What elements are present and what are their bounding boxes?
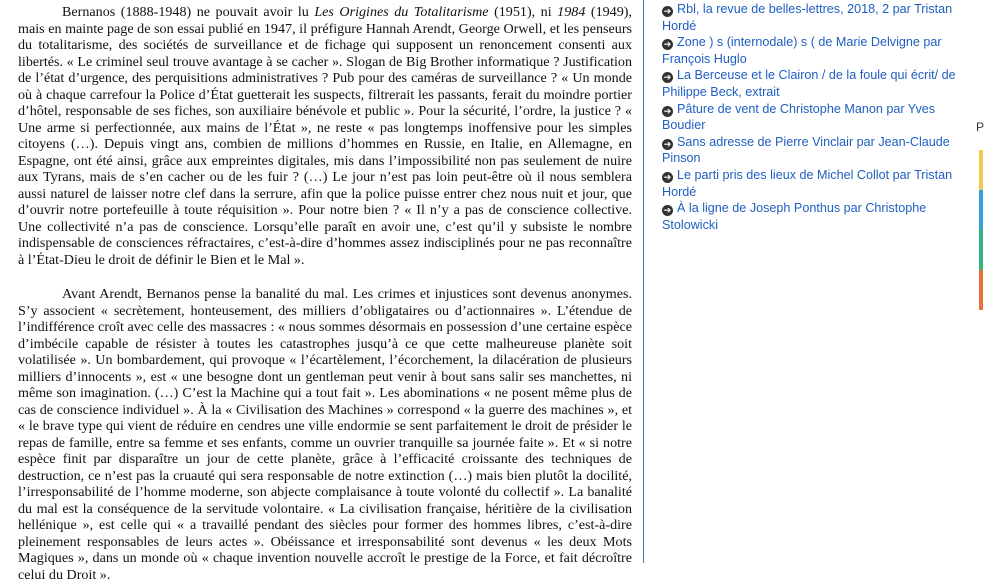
edge-glyph: P (976, 120, 984, 134)
circle-arrow-right-icon: ➔ (663, 6, 672, 16)
edge-color-segment (979, 150, 983, 190)
text-run: Avant Arendt, Bernanos pense la banalité du mal. Les crimes et injustices sont devenus anonymes. S’y associent « secrètement, honteusement, des milliers d’obligataires ou d’actionnaires ». L’étendue de l’indifférence croît avec celle des massacres : « nous sommes désormais en possession d’une certaine espèce d’imbécile capable de résister à toutes les catastrophes jusqu’à ce que cette malheureuse planète soit volatilisée ». Un bombardement, qui provoque « l’écartèlement, l’écorchement, la dilacération de plusieurs milliers d’innocents », est « une besogne dont un gentleman peut venir à bout sans salir ses manchettes, ni même son imagination. (…) C’est la Machine qui a tout fait ». Les abominations « ne posent même plus de cas de conscience individuel ». À la « Civilisation des Machines » correspond « la guerre des machines », et « le brave type qui vient de réduire en cendres une ville endormie se sent parfaitement le droit de présider le repas de famille, entre sa femme et ses enfants, comme un ouvrier tranquille sa journée faite ». Et « si notre espèce finit par disparaître un jour de cette planète, grâce à l’efficacité croissante des techniques de destruction, ce n’est pas la cruauté qui sera responsable de notre extinction (…) mais bien plutôt la docilité, l’irresponsabilité de l’homme moderne, son abjecte complaisance à toute volonté du collectif ». La banalité du mal est la conséquence de la servitude volontaire. « La civilisation française, héritière de la civilisation hellénique », est celle qui « a travaillé pendant des siècles pour former des hommes libres, c’est-à-dire pleinement responsables de leurs actes ». Obéissance et irresponsabilité sont devenus « les deux Mots Magiques », dans un monde où « chaque invention nouvelle accroît le prestige de la Force, et fait décroître celui du Droit ». (18, 286, 632, 583)
circle-arrow-right-icon: ➔ (663, 72, 672, 83)
sidebar-link-label[interactable]: Sans adresse de Pierre Vinclair par Jean-Claude Pinson (662, 134, 950, 166)
sidebar-link-label[interactable]: À la ligne de Joseph Ponthus par Christophe Stolowicki (662, 201, 927, 232)
sidebar-link[interactable] (662, 134, 967, 167)
text-run: (1949), mais en mainte page de son essai publié en 1947, il préfigure Hannah Arendt, George Orwell, et les penseurs du totalitarisme, des sociétés de surveillance et de fichage qui supposent un renoncement consenti aux libertés. « Le criminel seul trouve avantage à se cacher ». Slogan de Big Brother informatique ? Justification de l’état d’urgence, des perquisitions administratives ? Pub pour des caméras de surveillance ? « Un monde où à chaque carrefour la Police d’État guetterait les suspects, filtrerait les passants, ferait du moindre portier d’hôtel, responsable de ses fiches, son auxiliaire bénévole et public ». Pour la sécurité, l’ordre, la justice ? « Une arme si perfectionnée, aux mains de l’État », ne reste « pas longtemps inoffensive pour les simples citoyens (…). Depuis vingt ans, combien de millions d’hommes en Russie, en Italie, en Allemagne, en Espagne, ont été ainsi, grâce aux empreintes digitales, mis dans l’impossibilité non pas seulement de nuire aux Tyrans, mais de s’en cacher ou de les fuir ? (…) Le jour n’est pas loin peut-être où il nous semblera aussi naturel de laisser notre clef dans la serrure, afin que la police puisse entrer chez nous nuit et jour, que d’ouvrir notre portefeuille à toute réquisition ». Pour notre bien ? « Il n’y a pas de conscience collective. Une collectivité n’a pas de conscience. Lorsqu’elle paraît en avoir une, c’est qu’il y subsiste le nombre indispensable de consciences réfractaires, c’est-à-dire d’hommes assez indisciplinés pour ne pas reconnaître à l’État-Dieu le droit de définir le Bien et le Mal ». (18, 4, 632, 268)
sidebar-link-label[interactable]: Rbl, la revue de belles-lettres, 2018, 2 par Tristan Hordé (662, 2, 953, 33)
article-paragraph (18, 286, 632, 583)
circle-arrow-right-icon: ➔ (663, 138, 672, 149)
edge-color-segment (979, 230, 983, 270)
edge-color-segment (979, 190, 983, 230)
book-title: Les Origines du Totalitarisme (314, 4, 489, 20)
edge-color-segment (979, 270, 983, 310)
sidebar-link[interactable] (662, 200, 967, 233)
book-title: 1984 (557, 4, 586, 20)
text-run: (1951), ni (488, 4, 558, 20)
circle-arrow-right-icon: ➔ (663, 39, 672, 50)
sidebar-link[interactable] (662, 101, 967, 134)
sidebar-link-label[interactable]: Zone ) s (internodale) s ( de Marie Delvigne par François Huglo (662, 35, 942, 66)
sidebar-link[interactable] (662, 167, 967, 200)
sidebar-link[interactable] (662, 67, 967, 100)
text-run: Bernanos (1888-1948) ne pouvait avoir lu (62, 4, 315, 20)
article-paragraph (18, 4, 632, 268)
sidebar-link[interactable] (662, 1, 967, 34)
sidebar-link-label[interactable]: La Berceuse et le Clairon / de la foule qui écrit/ de Philippe Beck, extrait (662, 68, 956, 99)
circle-arrow-right-icon: ➔ (663, 105, 672, 116)
sidebar-link-label[interactable]: Le parti pris des lieux de Michel Collot par Tristan Hordé (662, 167, 953, 199)
sidebar-link[interactable] (662, 34, 967, 67)
related-links-sidebar (662, 1, 967, 233)
circle-arrow-right-icon: ➔ (663, 171, 672, 182)
column-divider (643, 0, 644, 563)
sidebar-link-label[interactable]: Pâture de vent de Christophe Manon par Yves Boudier (662, 101, 936, 133)
article-body (18, 4, 632, 583)
circle-arrow-right-icon: ➔ (663, 205, 672, 216)
edge-color-strip (979, 150, 983, 350)
